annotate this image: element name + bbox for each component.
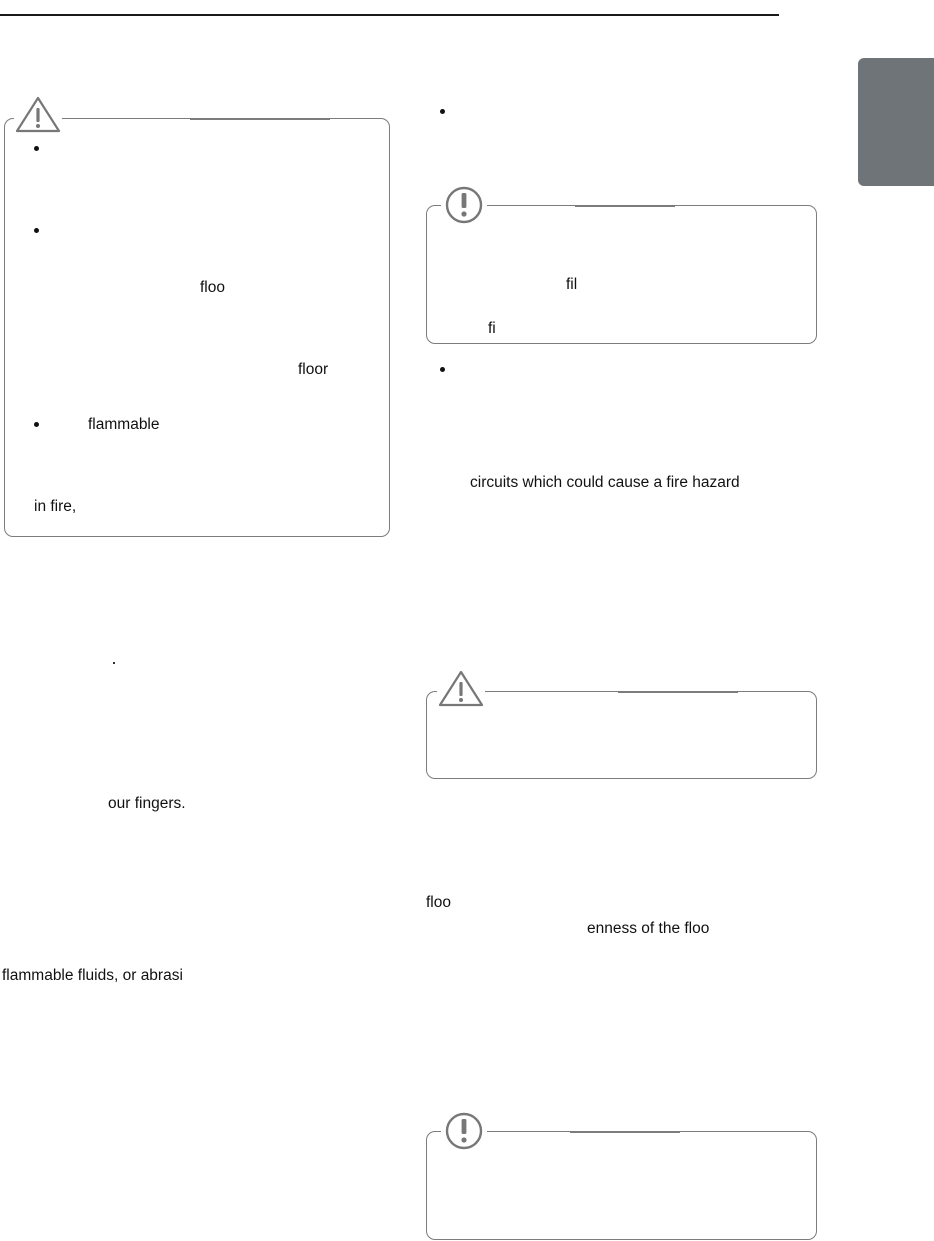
fragment-in-fire: in fire, (34, 498, 77, 515)
list-bullet (440, 109, 445, 114)
list-bullet (34, 228, 39, 233)
caution-exclamation-icon (441, 184, 487, 226)
list-bullet (34, 146, 39, 151)
warning-box-left-header-line (190, 118, 330, 120)
note-box-top-right-header-line (575, 205, 675, 207)
stray-mark (113, 662, 115, 664)
fragment-flammable: flammable (88, 416, 160, 433)
list-bullet (34, 422, 39, 427)
fragment-fi: fi (488, 320, 496, 337)
fragment-floor: floor (298, 361, 329, 378)
note-box-bottom-right-header-line (570, 1131, 680, 1133)
fragment-our-fingers: our fingers. (108, 795, 186, 812)
warning-triangle-icon (14, 96, 62, 134)
header-rule (0, 14, 779, 16)
warning-box-right-header-line (618, 691, 738, 693)
warning-triangle-icon (437, 670, 485, 708)
fragment-floo: floo (426, 894, 451, 911)
fragment-flammable-fluids: flammable fluids, or abrasi (2, 967, 183, 984)
list-bullet (440, 367, 445, 372)
fragment-circuits-fire-hazard: circuits which could cause a fire hazard (470, 474, 740, 491)
fragment-floo: floo (200, 279, 225, 296)
section-side-tab (858, 58, 934, 186)
fragment-evenness-floo: enness of the floo (587, 920, 710, 937)
caution-exclamation-icon (441, 1110, 487, 1152)
warning-box-left (4, 118, 390, 537)
fragment-fil: fil (566, 276, 578, 293)
